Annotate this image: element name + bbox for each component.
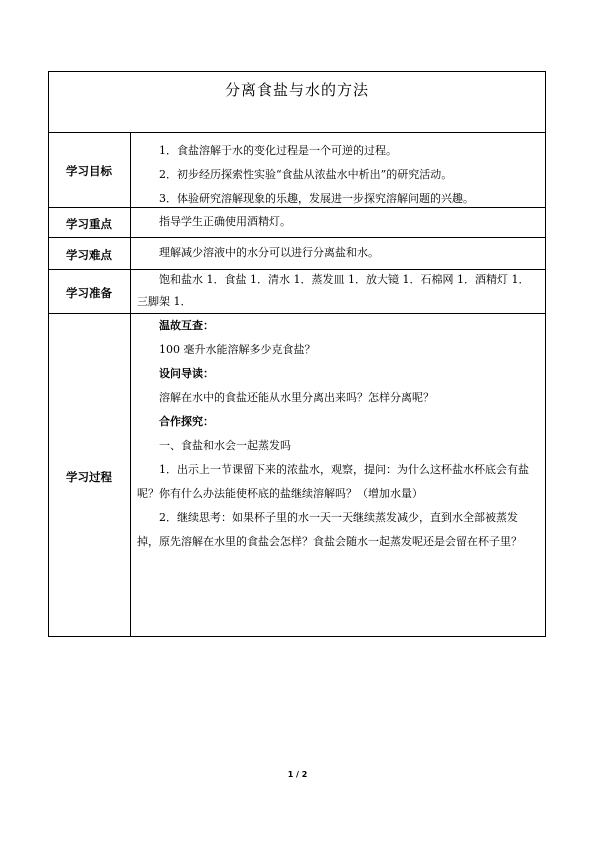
process-line: 一、食盐和水会一起蒸发吗 <box>159 439 291 452</box>
objective-line: 3．体验研究溶解现象的乐趣，发展进一步探究溶解问题的兴趣。 <box>159 192 474 205</box>
row-divider <box>48 132 546 133</box>
lesson-plan-table <box>48 71 546 636</box>
page-number: 1 / 2 <box>287 770 308 779</box>
process-line: 100 毫升水能溶解多少克食盐？ <box>159 343 316 356</box>
process-paragraph: 2．继续思考：如果杯子里的水一天一天继续蒸发减少，直到水全部被蒸发掉，原先溶解在水里的食盐会怎样？食盐会随水一起蒸发呢还是会留在杯子里？ <box>137 511 522 548</box>
process-paragraph: 1．出示上一节课留下来的浓盐水，观察，提问：为什么这杯盐水杯底会有盐呢？你有什么办法能使杯底的盐继续溶解吗？（增加水量） <box>137 463 529 500</box>
table-border-bottom <box>48 636 546 637</box>
row-label-process: 学习过程 <box>66 470 112 484</box>
row-divider <box>48 237 546 238</box>
objective-line: 1．食盐溶解于水的变化过程是一个可逆的过程。 <box>159 144 397 157</box>
key-point-content <box>137 210 537 234</box>
process-line: 溶解在水中的食盐还能从水里分离出来吗？怎样分离呢？ <box>159 391 434 404</box>
page-title: 分离食盐与水的方法 <box>224 81 369 99</box>
row-label-key-point: 学习重点 <box>66 217 112 231</box>
row-label-objectives: 学习目标 <box>66 164 112 178</box>
column-divider <box>130 132 131 636</box>
section-heading: 温故互查： <box>159 319 214 332</box>
section-heading: 合作探究： <box>159 415 214 428</box>
difficulty-content <box>137 241 537 265</box>
process-content <box>137 314 537 554</box>
section-heading: 设问导读： <box>159 367 214 380</box>
table-border-right <box>545 71 546 637</box>
objective-line: 2．初步经历探索性实验“食盐从浓盐水中析出”的研究活动。 <box>159 168 453 181</box>
difficulty-line: 理解减少溶液中的水分可以进行分离盐和水。 <box>159 246 379 259</box>
table-border-top <box>48 71 546 72</box>
row-label-preparation: 学习准备 <box>66 286 112 300</box>
key-point-line: 指导学生正确使用酒精灯。 <box>159 215 291 228</box>
preparation-line: 饱和盐水 1．食盐 1．清水 1．蒸发皿 1．放大镜 1．石棉网 1．酒精灯 1．三脚架 1． <box>137 273 530 308</box>
objectives-content <box>137 139 537 211</box>
table-border-left <box>48 71 49 637</box>
row-label-difficulty: 学习难点 <box>66 248 112 262</box>
preparation-content <box>137 269 537 313</box>
